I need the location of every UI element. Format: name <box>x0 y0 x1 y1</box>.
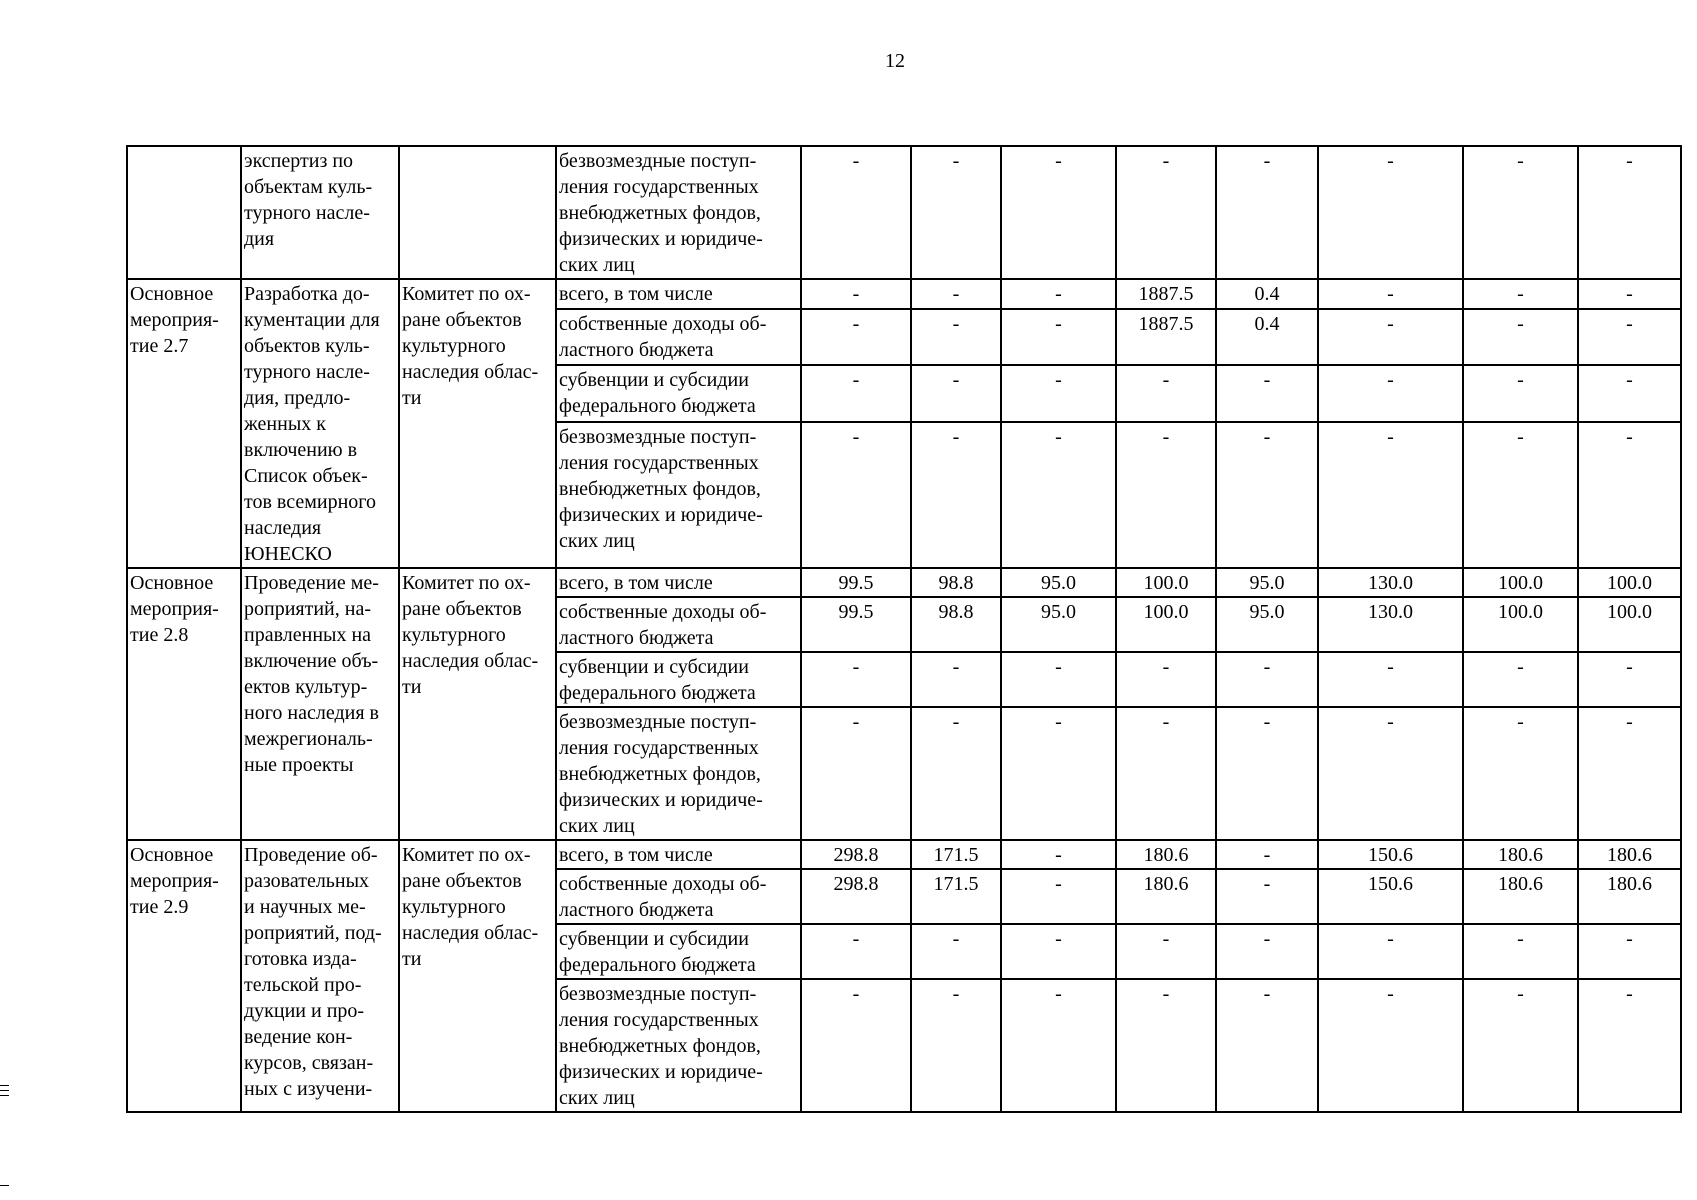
value-cell: - <box>1001 309 1116 366</box>
funding-source-cell <box>556 979 801 1112</box>
funding-source-cell-line: всего, в том числе <box>559 844 713 866</box>
measure-code-cell-line: Основное <box>130 572 214 594</box>
value-cell: - <box>1001 979 1116 1112</box>
executor-cell-line: ране объектов <box>402 870 522 892</box>
value-cell: - <box>911 707 1001 840</box>
value-cell: - <box>911 146 1001 279</box>
funding-source-cell <box>556 365 801 422</box>
value-cell: 171.5 <box>911 869 1001 924</box>
measure-code-cell-line: Основное <box>130 283 214 305</box>
value-cell: - <box>1463 422 1578 568</box>
value-cell: 0.4 <box>1216 309 1318 366</box>
measure-name-cell-line: курсов, связан- <box>244 1052 374 1074</box>
measure-name-cell-line: тельской про- <box>244 974 362 996</box>
value-cell: - <box>911 652 1001 707</box>
measure-name-cell-line: Проведение ме- <box>244 572 379 594</box>
value-cell: - <box>1318 309 1463 366</box>
executor-cell-line: культурного <box>402 624 506 646</box>
value-cell: - <box>1001 279 1116 309</box>
executor-cell-line: культурного <box>402 896 506 918</box>
measure-code-cell <box>127 146 241 279</box>
measure-name-cell-line: объектов куль- <box>244 335 370 357</box>
value-cell: - <box>1318 422 1463 568</box>
measure-name-cell-line: включению в <box>244 439 358 461</box>
value-cell: - <box>1216 422 1318 568</box>
value-cell: - <box>1463 279 1578 309</box>
measure-name-cell-line: Проведение об- <box>244 844 378 866</box>
value-cell: - <box>1318 279 1463 309</box>
executor-cell-line: ране объектов <box>402 598 522 620</box>
value-cell: - <box>1116 652 1216 707</box>
table-row <box>127 840 1681 869</box>
margin-mark <box>0 1090 9 1091</box>
value-cell: - <box>1318 365 1463 422</box>
funding-source-cell <box>556 146 801 279</box>
funding-source-cell-line: внебюджетных фондов, <box>559 763 761 785</box>
executor-cell-line: культурного <box>402 335 506 357</box>
measure-name-cell-line: ные проекты <box>244 754 354 776</box>
value-cell: 130.0 <box>1318 597 1463 652</box>
measure-name-cell-line: и научных ме- <box>244 896 366 918</box>
funding-source-cell-line: ластного бюджета <box>559 899 714 921</box>
value-cell: - <box>911 924 1001 979</box>
page-number: 12 <box>885 50 905 72</box>
funding-source-cell-line: ских лиц <box>559 254 635 276</box>
funding-source-cell-line: ления государственных <box>559 451 759 474</box>
funding-source-cell <box>556 309 801 366</box>
funding-source-cell-line: ских лиц <box>559 815 635 837</box>
funding-source-cell <box>556 279 801 309</box>
value-cell: - <box>1318 652 1463 707</box>
funding-source-cell-line: безвозмездные поступ- <box>559 150 757 172</box>
value-cell: - <box>1318 979 1463 1112</box>
value-cell: - <box>911 979 1001 1112</box>
value-cell: - <box>1216 869 1318 924</box>
value-cell: - <box>1001 652 1116 707</box>
value-cell: 99.5 <box>801 568 911 597</box>
funding-source-cell-line: безвозмездные поступ- <box>559 711 757 733</box>
funding-source-cell-line: субвенции и субсидии <box>559 369 749 392</box>
value-cell: - <box>1463 652 1578 707</box>
measure-name-cell-line: кументации для <box>244 309 380 331</box>
value-cell: - <box>1578 422 1681 568</box>
executor-cell <box>399 146 556 279</box>
measure-name-cell-line: ного наследия в <box>244 702 379 724</box>
funding-source-cell-line: собственные доходы об- <box>559 312 767 335</box>
value-cell: 298.8 <box>801 869 911 924</box>
measure-name-cell-line: межрегиональ- <box>244 728 373 750</box>
value-cell: 130.0 <box>1318 568 1463 597</box>
funding-source-cell-line: физических и юридиче- <box>559 228 763 250</box>
measure-code-cell-line: мероприя- <box>130 309 219 331</box>
value-cell: - <box>1001 840 1116 869</box>
executor-cell-line: Комитет по ох- <box>402 572 531 594</box>
funding-source-cell <box>556 869 801 924</box>
table-row <box>127 568 1681 597</box>
value-cell: - <box>1216 707 1318 840</box>
value-cell: 100.0 <box>1578 568 1681 597</box>
funding-source-cell-line: федерального бюджета <box>559 395 756 418</box>
executor-cell-line: наследия облас- <box>402 650 539 672</box>
funding-source-cell-line: ления государственных <box>559 176 759 198</box>
value-cell: - <box>1578 279 1681 309</box>
value-cell: 100.0 <box>1463 568 1578 597</box>
value-cell: - <box>801 365 911 422</box>
funding-source-cell-line: собственные доходы об- <box>559 873 767 895</box>
executor-cell-line: ти <box>402 387 422 409</box>
value-cell: - <box>1578 707 1681 840</box>
measure-name-cell-line: ЮНЕСКО <box>244 543 332 565</box>
executor-cell-line: Комитет по ох- <box>402 844 531 866</box>
measure-name-cell <box>241 840 399 1112</box>
measure-name-cell <box>241 568 399 840</box>
value-cell: - <box>1116 365 1216 422</box>
table-row <box>127 146 1681 279</box>
measure-name-cell-line: разовательных <box>244 870 370 892</box>
value-cell: 171.5 <box>911 840 1001 869</box>
measure-code-cell-line: мероприя- <box>130 870 219 892</box>
value-cell: - <box>1116 707 1216 840</box>
value-cell: - <box>1216 652 1318 707</box>
funding-source-cell <box>556 597 801 652</box>
value-cell: - <box>1578 924 1681 979</box>
value-cell: 298.8 <box>801 840 911 869</box>
value-cell: - <box>1116 422 1216 568</box>
margin-mark <box>0 1085 9 1086</box>
value-cell: 150.6 <box>1318 869 1463 924</box>
value-cell: 95.0 <box>1001 568 1116 597</box>
value-cell: 95.0 <box>1216 597 1318 652</box>
measure-name-cell-line: турного насле- <box>244 361 370 383</box>
value-cell: - <box>1318 924 1463 979</box>
executor-cell <box>399 840 556 1112</box>
funding-source-cell <box>556 707 801 840</box>
value-cell: 98.8 <box>911 597 1001 652</box>
value-cell: - <box>1001 924 1116 979</box>
value-cell: - <box>1463 979 1578 1112</box>
value-cell: - <box>1463 924 1578 979</box>
value-cell: - <box>1463 146 1578 279</box>
value-cell: 100.0 <box>1578 597 1681 652</box>
value-cell: - <box>1578 979 1681 1112</box>
value-cell: 100.0 <box>1116 597 1216 652</box>
value-cell: - <box>911 309 1001 366</box>
executor-cell <box>399 568 556 840</box>
value-cell: - <box>1116 146 1216 279</box>
measure-name-cell-line: Список объек- <box>244 465 368 487</box>
value-cell: - <box>801 652 911 707</box>
value-cell: - <box>1318 146 1463 279</box>
measure-name-cell-line: включение объ- <box>244 650 379 672</box>
funding-source-cell-line: ластного бюджета <box>559 627 714 649</box>
funding-source-cell-line: всего, в том числе <box>559 572 713 594</box>
funding-source-cell-line: безвозмездные поступ- <box>559 425 757 448</box>
value-cell: - <box>801 146 911 279</box>
value-cell: - <box>801 979 911 1112</box>
executor-cell-line: Комитет по ох- <box>402 283 531 305</box>
funding-source-cell-line: субвенции и субсидии <box>559 928 749 950</box>
value-cell: 150.6 <box>1318 840 1463 869</box>
funding-source-cell-line: федерального бюджета <box>559 682 756 704</box>
measure-code-cell-line: Основное <box>130 844 214 866</box>
value-cell: - <box>1578 309 1681 366</box>
funding-source-cell-line: ления государственных <box>559 1009 759 1031</box>
value-cell: - <box>1116 924 1216 979</box>
measure-code-cell-line: тие 2.7 <box>130 335 189 357</box>
value-cell: - <box>911 365 1001 422</box>
funding-source-cell-line: собственные доходы об- <box>559 601 767 623</box>
measure-name-cell-line: правленных на <box>244 624 372 646</box>
executor-cell-line: ти <box>402 676 422 698</box>
value-cell: 95.0 <box>1216 568 1318 597</box>
value-cell: - <box>911 422 1001 568</box>
executor-cell <box>399 279 556 568</box>
value-cell: - <box>1463 707 1578 840</box>
measure-code-cell <box>127 279 241 568</box>
measure-name-cell-line: тов всемирного <box>244 491 377 513</box>
funding-source-cell <box>556 422 801 568</box>
funding-source-cell-line: внебюджетных фондов, <box>559 1035 761 1057</box>
funding-source-cell-line: внебюджетных фондов, <box>559 477 761 500</box>
measure-name-cell <box>241 146 399 279</box>
funding-source-cell-line: ления государственных <box>559 737 759 759</box>
measure-code-cell-line: тие 2.9 <box>130 896 189 918</box>
value-cell: 100.0 <box>1463 597 1578 652</box>
measure-name-cell-line: экспертиз по <box>244 150 354 172</box>
funding-source-cell-line: ских лиц <box>559 529 635 552</box>
value-cell: 180.6 <box>1578 869 1681 924</box>
measure-name-cell <box>241 279 399 568</box>
value-cell: 180.6 <box>1578 840 1681 869</box>
value-cell: - <box>1116 979 1216 1112</box>
measure-code-cell-line: мероприя- <box>130 598 219 620</box>
margin-mark <box>0 1095 9 1096</box>
table-body <box>127 146 1681 1112</box>
measure-name-cell-line: Разработка до- <box>244 283 370 305</box>
measure-code-cell-line: тие 2.8 <box>130 624 189 646</box>
measure-name-cell-line: ведение кон- <box>244 1026 353 1048</box>
measure-code-cell <box>127 568 241 840</box>
value-cell: - <box>1216 146 1318 279</box>
funding-source-cell <box>556 924 801 979</box>
value-cell: - <box>1001 146 1116 279</box>
margin-mark <box>0 1185 9 1186</box>
value-cell: 180.6 <box>1116 840 1216 869</box>
funding-source-cell-line: ластного бюджета <box>559 338 714 361</box>
value-cell: - <box>1216 840 1318 869</box>
value-cell: - <box>1001 365 1116 422</box>
value-cell: - <box>1578 146 1681 279</box>
value-cell: - <box>801 924 911 979</box>
value-cell: 180.6 <box>1463 869 1578 924</box>
funding-source-cell-line: внебюджетных фондов, <box>559 202 761 224</box>
value-cell: 100.0 <box>1116 568 1216 597</box>
measure-name-cell-line: ектов культур- <box>244 676 368 698</box>
funding-source-cell-line: ских лиц <box>559 1087 635 1109</box>
measure-name-cell-line: наследия <box>244 517 322 539</box>
value-cell: - <box>1578 365 1681 422</box>
measure-code-cell <box>127 840 241 1112</box>
measure-name-cell-line: дукции и про- <box>244 1000 365 1022</box>
funding-source-cell-line: федерального бюджета <box>559 954 756 976</box>
value-cell: - <box>1216 365 1318 422</box>
value-cell: - <box>801 279 911 309</box>
value-cell: - <box>1578 652 1681 707</box>
value-cell: - <box>1463 309 1578 366</box>
funding-source-cell <box>556 652 801 707</box>
measure-name-cell-line: турного насле- <box>244 202 370 224</box>
value-cell: - <box>1001 869 1116 924</box>
value-cell: 1887.5 <box>1116 309 1216 366</box>
value-cell: 99.5 <box>801 597 911 652</box>
measure-name-cell-line: дия, предло- <box>244 387 351 409</box>
budget-table <box>126 145 1682 1113</box>
value-cell: 95.0 <box>1001 597 1116 652</box>
value-cell: - <box>1001 707 1116 840</box>
value-cell: - <box>801 422 911 568</box>
measure-name-cell-line: готовка изда- <box>244 948 357 970</box>
executor-cell-line: наследия облас- <box>402 922 539 944</box>
measure-name-cell-line: дия <box>244 228 275 250</box>
table-row <box>127 279 1681 309</box>
measure-name-cell-line: роприятий, на- <box>244 598 371 620</box>
funding-source-cell-line: физических и юридиче- <box>559 1061 763 1083</box>
funding-source-cell-line: всего, в том числе <box>559 283 713 305</box>
value-cell: 180.6 <box>1463 840 1578 869</box>
executor-cell-line: ране объектов <box>402 309 522 331</box>
executor-cell-line: ти <box>402 948 422 970</box>
value-cell: - <box>801 309 911 366</box>
funding-source-cell <box>556 840 801 869</box>
funding-source-cell <box>556 568 801 597</box>
value-cell: - <box>1463 365 1578 422</box>
value-cell: - <box>1216 979 1318 1112</box>
funding-source-cell-line: физических и юридиче- <box>559 789 763 811</box>
value-cell: 180.6 <box>1116 869 1216 924</box>
value-cell: - <box>1001 422 1116 568</box>
measure-name-cell-line: объектам куль- <box>244 176 373 198</box>
value-cell: 98.8 <box>911 568 1001 597</box>
funding-source-cell-line: безвозмездные поступ- <box>559 983 757 1005</box>
value-cell: - <box>911 279 1001 309</box>
funding-source-cell-line: физических и юридиче- <box>559 503 763 526</box>
executor-cell-line: наследия облас- <box>402 361 539 383</box>
funding-source-cell-line: субвенции и субсидии <box>559 656 749 678</box>
measure-name-cell-line: ных с изучени- <box>244 1078 373 1100</box>
value-cell: - <box>1216 924 1318 979</box>
value-cell: - <box>1318 707 1463 840</box>
measure-name-cell-line: женных к <box>244 413 326 435</box>
value-cell: 1887.5 <box>1116 279 1216 309</box>
measure-name-cell-line: роприятий, под- <box>244 922 382 944</box>
value-cell: - <box>801 707 911 840</box>
value-cell: 0.4 <box>1216 279 1318 309</box>
